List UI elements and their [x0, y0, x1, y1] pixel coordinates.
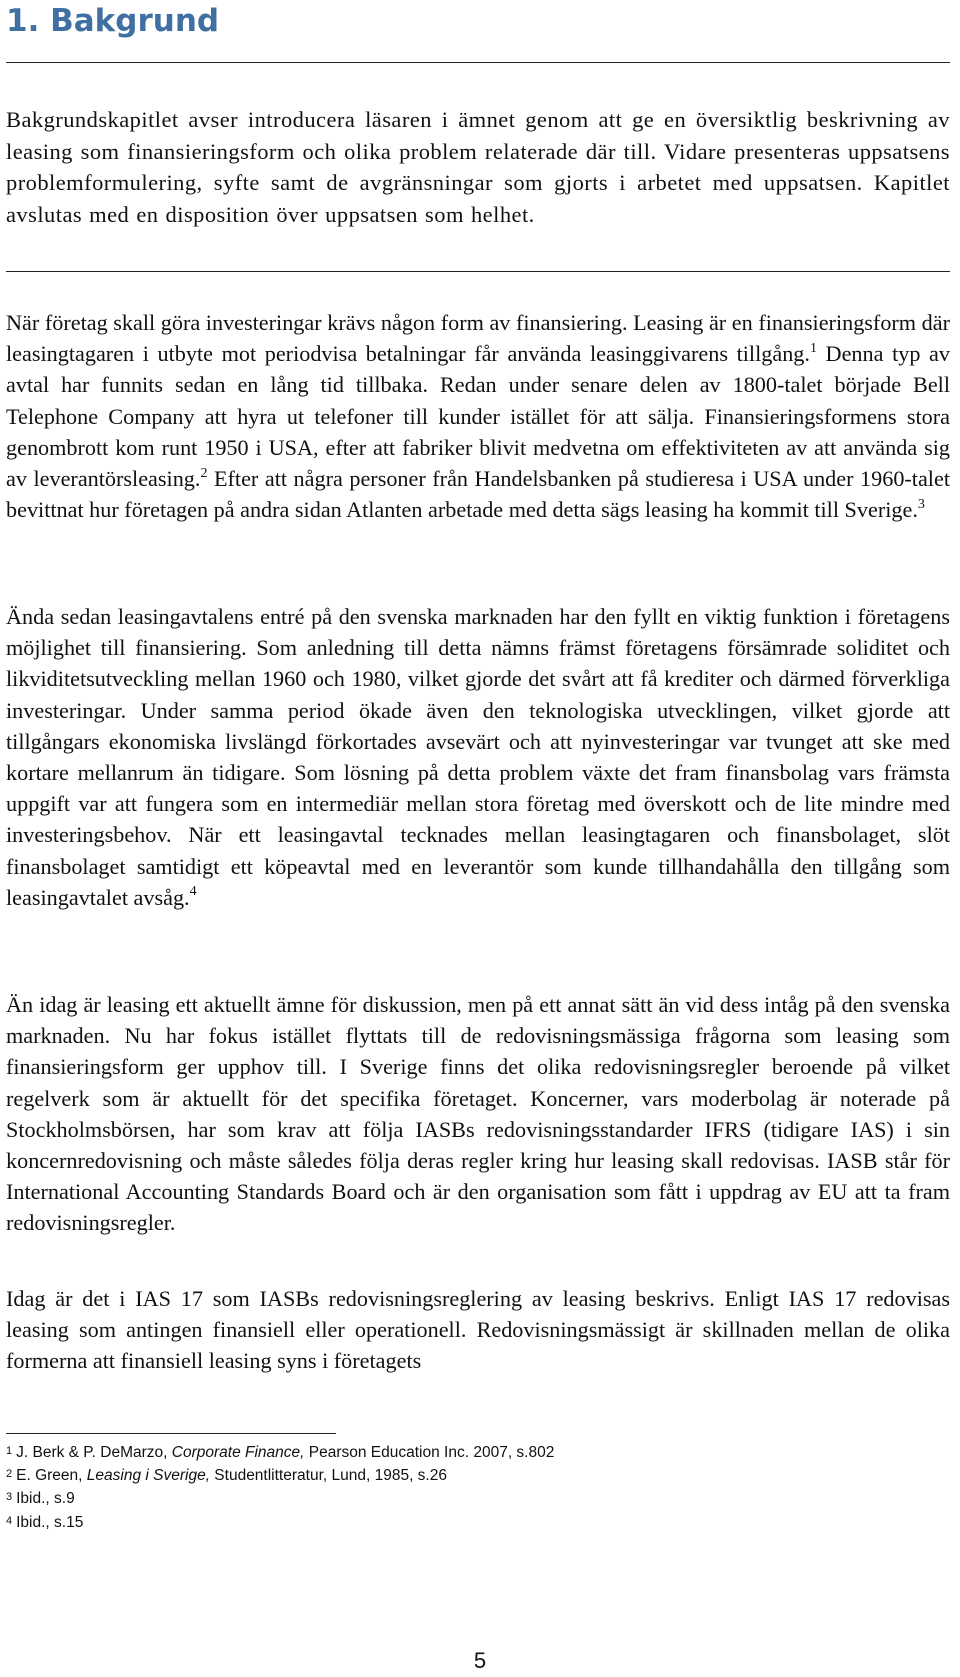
- intro-divider: [6, 271, 950, 272]
- paragraph-3: Än idag är leasing ett aktuellt ämne för diskussion, men på ett annat sätt än vid dess intåg på den svenska marknaden. Nu har fokus istället flyttats till de redovisningsmässiga frågorna som leasing som finansieringsform ger upphov till. I Sverige finns det olika redovisningsregler beroende på vilket regelverk som är aktuellt för det specifika företaget. Koncerner, vars moderbolag är noterade på Stockholmsbörsen, har som krav att följa IASBs redovisningsstandarder IFRS (tidigare IAS) i sin koncernredovisning och måste således följa deras regler kring hur leasing skall redovisas. IASB står för International Accounting Standards Board och är den organisation som fått i uppdrag av EU att ta fram redovisningsregler.: [6, 992, 950, 1236]
- footnotes: [6, 1442, 950, 1535]
- chapter-intro: Bakgrundskapitlet avser introducera läsaren i ämnet genom att ge en översiktlig beskrivning av leasing som finansieringsform och olika problem relaterade där till. Vidare presenteras uppsatsens problemformulering, syfte samt de avgränsningar som gjorts i arbetet med uppsatsen. Kapitlet avslutas med en disposition över uppsatsen som helhet.: [6, 107, 950, 227]
- paragraph-1: När företag skall göra investeringar krävs någon form av finansiering. Leasing är en finansieringsform där leasingtagaren i utbyte mot periodvisa betalningar får använda leasinggivarens tillgång.$^1$ Denna typ av avtal har funnits sedan en lång tid tillbaka. Redan under senare delen av 1800-talet började Bell Telephone Company att hyra ut telefoner till kunder istället för att sälja. Finansieringsformens stora genombrott kom runt 1950 i USA, efter att fabriker blivit medvetna om effektiviteten av att använda sig av leverantörsleasing.$^2$ Efter att några personer från Handelsbanken på studieresa i USA under 1960-talet bevittnat hur företagen på andra sidan Atlanten arbetade med detta sägs leasing ha kommit till Sverige.$^3$: [6, 310, 950, 523]
- chapter-heading: 1. Bakgrund: [6, 3, 220, 39]
- paragraph-4: Idag är det i IAS 17 som IASBs redovisningsreglering av leasing beskrivs. Enligt IAS 17 redovisas leasing som antingen finansiell eller operationell. Redovisningsmässigt är skillnaden mellan de olika formerna att finansiell leasing syns i företagets: [6, 1286, 950, 1374]
- footnote-3: 3 Ibid., s.9: [6, 1490, 75, 1508]
- footnote-1: 1 J. Berk & P. DeMarzo, Corporate Finance, Pearson Education Inc. 2007, s.802: [6, 1444, 555, 1461]
- footnote-ref-3[interactable]: 3: [917, 496, 925, 512]
- footnote-ref-2[interactable]: 2: [200, 465, 208, 481]
- footnote-ref-1[interactable]: 1: [809, 340, 817, 356]
- paragraph-2: Ända sedan leasingavtalens entré på den svenska marknaden har den fyllt en viktig funktion i företagens möjlighet till finansiering. Som anledning till detta nämns främst företagens försämrade soliditet och likviditetsutveckling mellan 1960 och 1980, vilket gjorde det svårt att få krediter och därmed förverkliga investeringar. Under samma period ökade även den teknologiska utvecklingen, vilket gjorde att tillgångars ekonomiska livslängd förkortades avsevärt och att nyinvesteringar var tvunget att ske med kortare mellanrum än tidigare. Som lösning på detta problem växte det fram finansbolag vars främsta uppgift var att fungera som en intermediär mellan stora företag med överskott och de lite mindre med investeringsbehov. När ett leasingavtal tecknades mellan leasingtagaren och finansbolaget, slöt finansbolaget samtidigt ett köpeavtal med en leverantör som kunde tillhandahålla den tillgång som leasingavtalet avsåg.$^4$: [6, 604, 950, 910]
- footnote-ref-4[interactable]: 4: [189, 884, 197, 900]
- footnote-2: 2 E. Green, Leasing i Sverige, Studentlitteratur, Lund, 1985, s.26: [6, 1467, 447, 1485]
- footnote-4: 4 Ibid., s.15: [6, 1513, 84, 1531]
- footnote-separator: [6, 1433, 336, 1434]
- heading-underline: [6, 62, 950, 63]
- page-number: 5: [473, 1648, 487, 1673]
